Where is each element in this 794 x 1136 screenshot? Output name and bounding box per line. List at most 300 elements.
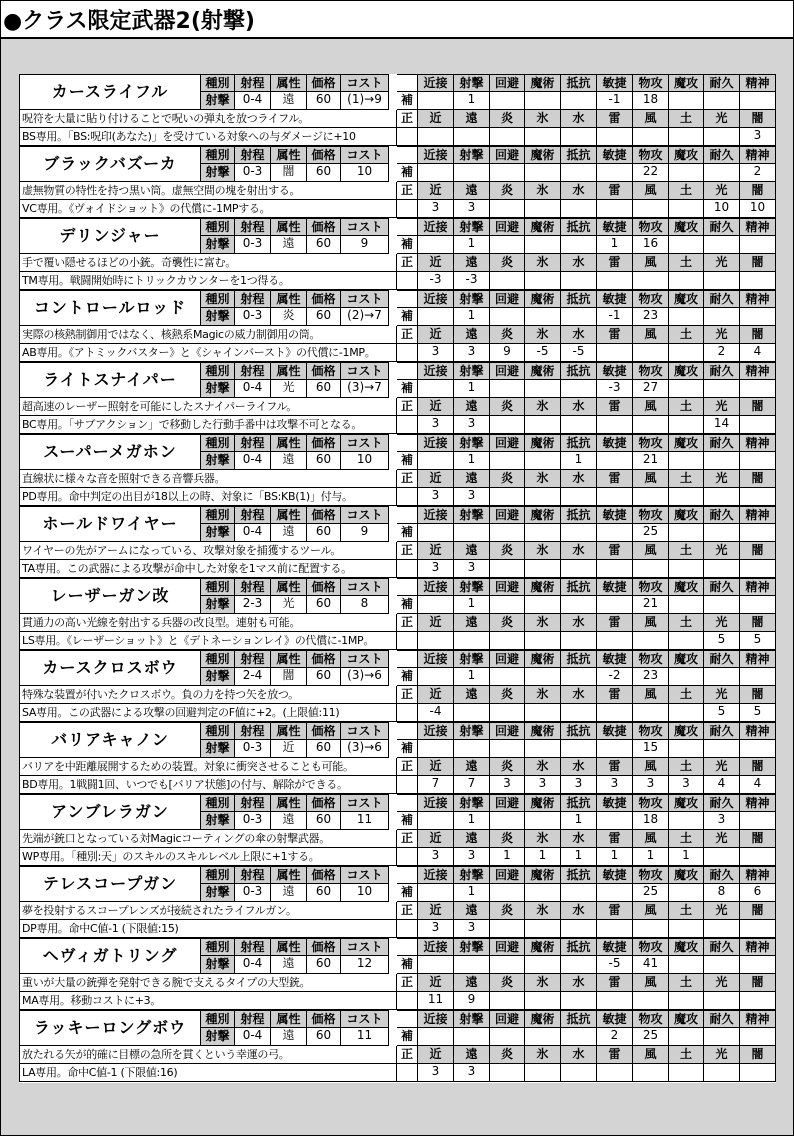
element-header-2: 炎	[490, 614, 525, 632]
resist-value	[597, 920, 633, 938]
element-header-3: 氷	[525, 326, 561, 344]
weapon-header-1: 射程	[235, 866, 271, 884]
resist-value: 3	[418, 344, 454, 362]
bonus-value	[669, 380, 704, 398]
resist-value: 3	[454, 560, 490, 578]
bonus-value	[740, 380, 776, 398]
resist-value	[525, 488, 561, 506]
element-header-7: 土	[669, 254, 704, 272]
element-header-4: 水	[561, 110, 597, 128]
resist-value	[740, 1064, 776, 1082]
stat-header-6: 物攻	[633, 1010, 669, 1028]
stat-header-3: 魔術	[525, 650, 561, 668]
weapon-restriction: BD専用。1戦闘1回、いつでも[バリア状態]の付与、解除ができる。	[19, 776, 397, 794]
element-header-5: 雷	[597, 470, 633, 488]
bonus-value: 18	[633, 812, 669, 830]
weapon-price: 60	[307, 308, 341, 326]
stat-header-1: 射撃	[454, 506, 490, 524]
weapon-attr: 遠	[271, 956, 307, 974]
resist-value	[669, 920, 704, 938]
bonus-value: 1	[454, 452, 490, 470]
element-header-8: 光	[704, 830, 740, 848]
element-header-3: 氷	[525, 542, 561, 560]
bonus-value	[704, 236, 740, 254]
resist-label: 正	[397, 398, 418, 416]
weapon-cost: 8	[341, 596, 389, 614]
weapon-header-4: コスト	[341, 1010, 389, 1028]
resist-value: 5	[704, 632, 740, 650]
weapon-restriction: WP専用。「種別:天」のスキルのスキルレベル上限に+1する。	[19, 848, 397, 866]
resist-value: 3	[669, 776, 704, 794]
resist-label: 正	[397, 830, 418, 848]
bonus-value	[740, 740, 776, 758]
stat-header-0: 近接	[418, 866, 454, 884]
weapon-header-4: コスト	[341, 578, 389, 596]
element-header-9: 闇	[740, 830, 776, 848]
bonus-label: 補	[397, 524, 418, 542]
resist-value	[561, 632, 597, 650]
bonus-value	[525, 812, 561, 830]
weapon-header-2: 属性	[271, 290, 307, 308]
bonus-value: 21	[633, 452, 669, 470]
resist-value: -3	[418, 272, 454, 290]
weapon-attr: 遠	[271, 452, 307, 470]
bonus-label: 補	[397, 884, 418, 902]
weapon-description: 夢を投射するスコープレンズが接続されたライフルガン。	[19, 902, 397, 920]
weapon-range: 2-3	[235, 596, 271, 614]
weapon-type: 射撃	[201, 1028, 235, 1046]
label-spacer	[397, 848, 418, 866]
resist-value: 4	[740, 776, 776, 794]
resist-value	[490, 704, 525, 722]
bonus-value	[669, 164, 704, 182]
bonus-value: -1	[597, 92, 633, 110]
resist-value	[740, 560, 776, 578]
resist-value: 1	[525, 848, 561, 866]
weapon-block	[19, 722, 776, 794]
weapon-header-2: 属性	[271, 74, 307, 92]
weapon-price: 60	[307, 668, 341, 686]
element-header-5: 雷	[597, 398, 633, 416]
stat-header-5: 敏捷	[597, 146, 633, 164]
stat-header-4: 抵抗	[561, 1010, 597, 1028]
resist-value: 11	[418, 992, 454, 1010]
element-header-5: 雷	[597, 686, 633, 704]
stat-header-4: 抵抗	[561, 146, 597, 164]
resist-value: 3	[454, 488, 490, 506]
stat-header-1: 射撃	[454, 146, 490, 164]
weapon-price: 60	[307, 92, 341, 110]
weapon-cost: (2)→7	[341, 308, 389, 326]
weapon-header-0: 種別	[201, 1010, 235, 1028]
element-header-1: 遠	[454, 974, 490, 992]
resist-value: 7	[454, 776, 490, 794]
weapon-header-1: 射程	[235, 434, 271, 452]
resist-value	[704, 848, 740, 866]
resist-value	[633, 272, 669, 290]
label-spacer	[397, 1064, 418, 1082]
weapon-header-3: 価格	[307, 722, 341, 740]
element-header-1: 遠	[454, 542, 490, 560]
stat-header-7: 魔攻	[669, 578, 704, 596]
weapon-cost: (3)→6	[341, 740, 389, 758]
label-spacer	[397, 650, 418, 668]
element-header-8: 光	[704, 254, 740, 272]
stat-header-5: 敏捷	[597, 866, 633, 884]
element-header-8: 光	[704, 686, 740, 704]
resist-value: 3	[597, 776, 633, 794]
bonus-value	[490, 812, 525, 830]
bonus-value	[597, 884, 633, 902]
stat-header-5: 敏捷	[597, 434, 633, 452]
element-header-3: 氷	[525, 398, 561, 416]
weapon-restriction: TM専用。戦闘開始時にトリックカウンターを1つ得る。	[19, 272, 397, 290]
weapon-name: アンブレラガン	[19, 794, 201, 830]
resist-value	[525, 272, 561, 290]
element-header-7: 土	[669, 470, 704, 488]
bonus-value	[525, 164, 561, 182]
resist-value	[561, 1064, 597, 1082]
element-header-4: 水	[561, 830, 597, 848]
stat-header-2: 回避	[490, 578, 525, 596]
resist-label: 正	[397, 902, 418, 920]
weapon-block	[19, 866, 776, 938]
element-header-6: 風	[633, 398, 669, 416]
bonus-value	[418, 236, 454, 254]
bonus-value	[490, 164, 525, 182]
stat-header-1: 射撃	[454, 866, 490, 884]
bonus-value	[418, 308, 454, 326]
label-spacer	[397, 128, 418, 146]
resist-value: 3	[454, 1064, 490, 1082]
label-spacer	[397, 416, 418, 434]
bonus-value	[669, 812, 704, 830]
element-header-8: 光	[704, 326, 740, 344]
bonus-value	[490, 452, 525, 470]
resist-value	[633, 992, 669, 1010]
bonus-label: 補	[397, 740, 418, 758]
resist-value	[525, 200, 561, 218]
weapon-type: 射撃	[201, 164, 235, 182]
weapon-name: ホールドワイヤー	[19, 506, 201, 542]
stat-header-5: 敏捷	[597, 794, 633, 812]
stat-header-8: 耐久	[704, 1010, 740, 1028]
element-header-9: 闇	[740, 470, 776, 488]
weapon-attr: 遠	[271, 524, 307, 542]
resist-value: 10	[740, 200, 776, 218]
weapon-header-4: コスト	[341, 146, 389, 164]
element-header-9: 闇	[740, 758, 776, 776]
element-header-7: 土	[669, 902, 704, 920]
weapon-cost: 10	[341, 884, 389, 902]
bonus-value: 1	[561, 452, 597, 470]
resist-value	[490, 560, 525, 578]
element-header-3: 氷	[525, 182, 561, 200]
stat-header-9: 精神	[740, 578, 776, 596]
weapon-type: 射撃	[201, 524, 235, 542]
resist-value	[418, 128, 454, 146]
stat-header-7: 魔攻	[669, 1010, 704, 1028]
bonus-value	[454, 524, 490, 542]
stat-header-1: 射撃	[454, 938, 490, 956]
bonus-value	[561, 956, 597, 974]
label-spacer	[397, 506, 418, 524]
bonus-value	[669, 452, 704, 470]
resist-value	[633, 200, 669, 218]
weapon-type: 射撃	[201, 92, 235, 110]
resist-value	[704, 488, 740, 506]
resist-value: 2	[704, 344, 740, 362]
stat-header-3: 魔術	[525, 578, 561, 596]
stat-header-0: 近接	[418, 506, 454, 524]
element-header-0: 近	[418, 182, 454, 200]
resist-value	[669, 416, 704, 434]
bonus-value: 1	[454, 92, 490, 110]
stat-header-5: 敏捷	[597, 938, 633, 956]
weapon-header-0: 種別	[201, 938, 235, 956]
resist-value	[597, 344, 633, 362]
bonus-value	[740, 812, 776, 830]
bonus-value	[418, 596, 454, 614]
stat-header-8: 耐久	[704, 794, 740, 812]
bonus-value: 25	[633, 524, 669, 542]
bonus-label: 補	[397, 596, 418, 614]
resist-value	[633, 488, 669, 506]
stat-header-5: 敏捷	[597, 722, 633, 740]
stat-header-7: 魔攻	[669, 362, 704, 380]
stat-header-9: 精神	[740, 218, 776, 236]
weapon-header-2: 属性	[271, 866, 307, 884]
resist-value	[740, 272, 776, 290]
bonus-value: 1	[454, 884, 490, 902]
stat-header-8: 耐久	[704, 434, 740, 452]
element-header-6: 風	[633, 470, 669, 488]
weapon-block	[19, 362, 776, 434]
weapon-header-0: 種別	[201, 506, 235, 524]
stat-header-2: 回避	[490, 938, 525, 956]
element-header-7: 土	[669, 614, 704, 632]
weapon-header-3: 価格	[307, 74, 341, 92]
weapon-header-1: 射程	[235, 290, 271, 308]
bonus-label: 補	[397, 668, 418, 686]
weapon-description: 貫通力の高い光線を射出する兵器の改良型。連射も可能。	[19, 614, 397, 632]
weapon-header-3: 価格	[307, 650, 341, 668]
element-header-6: 風	[633, 758, 669, 776]
stat-header-9: 精神	[740, 722, 776, 740]
resist-value	[633, 416, 669, 434]
weapon-header-4: コスト	[341, 218, 389, 236]
resist-value: 3	[418, 1064, 454, 1082]
resist-value	[597, 200, 633, 218]
bonus-value: -5	[597, 956, 633, 974]
bonus-value	[490, 884, 525, 902]
stat-header-4: 抵抗	[561, 794, 597, 812]
stat-header-2: 回避	[490, 74, 525, 92]
bonus-value	[418, 1028, 454, 1046]
resist-value	[490, 920, 525, 938]
bonus-value: 15	[633, 740, 669, 758]
stat-header-3: 魔術	[525, 938, 561, 956]
resist-value	[704, 272, 740, 290]
stat-header-6: 物攻	[633, 74, 669, 92]
element-header-0: 近	[418, 470, 454, 488]
weapon-name: カースライフル	[19, 74, 201, 110]
stat-header-0: 近接	[418, 938, 454, 956]
resist-value: -5	[561, 344, 597, 362]
weapon-range: 0-3	[235, 884, 271, 902]
weapon-header-1: 射程	[235, 938, 271, 956]
element-header-0: 近	[418, 110, 454, 128]
bonus-value	[669, 668, 704, 686]
weapon-range: 0-4	[235, 452, 271, 470]
stat-header-6: 物攻	[633, 506, 669, 524]
element-header-7: 土	[669, 110, 704, 128]
weapon-price: 60	[307, 524, 341, 542]
element-header-6: 風	[633, 182, 669, 200]
weapon-restriction: LS専用。《レーザーショット》と《デトネーションレイ》の代償に-1MP。	[19, 632, 397, 650]
element-header-5: 雷	[597, 758, 633, 776]
element-header-9: 闇	[740, 326, 776, 344]
resist-value: 3	[418, 560, 454, 578]
bonus-value	[525, 380, 561, 398]
resist-value	[669, 200, 704, 218]
element-header-8: 光	[704, 182, 740, 200]
resist-value	[454, 632, 490, 650]
weapon-header-3: 価格	[307, 290, 341, 308]
label-spacer	[397, 938, 418, 956]
element-header-1: 遠	[454, 614, 490, 632]
element-header-2: 炎	[490, 470, 525, 488]
weapon-cost: 12	[341, 956, 389, 974]
weapon-price: 60	[307, 884, 341, 902]
element-header-2: 炎	[490, 542, 525, 560]
resist-value	[633, 128, 669, 146]
element-header-6: 風	[633, 902, 669, 920]
label-spacer	[397, 794, 418, 812]
weapon-name: ヘヴィガトリング	[19, 938, 201, 974]
bonus-value	[669, 308, 704, 326]
weapon-header-2: 属性	[271, 1010, 307, 1028]
weapon-header-3: 価格	[307, 146, 341, 164]
weapon-header-4: コスト	[341, 434, 389, 452]
resist-value	[669, 632, 704, 650]
weapon-header-1: 射程	[235, 362, 271, 380]
stat-header-5: 敏捷	[597, 506, 633, 524]
weapon-block	[19, 74, 776, 146]
element-header-3: 氷	[525, 686, 561, 704]
bonus-value	[525, 236, 561, 254]
weapon-header-3: 価格	[307, 218, 341, 236]
weapon-description: 先端が銃口となっている対Magicコーティングの傘の射撃武器。	[19, 830, 397, 848]
weapon-range: 0-4	[235, 1028, 271, 1046]
bonus-value: 23	[633, 668, 669, 686]
resist-value: 5	[740, 632, 776, 650]
element-header-6: 風	[633, 1046, 669, 1064]
stat-header-9: 精神	[740, 938, 776, 956]
weapon-name: レーザーガン改	[19, 578, 201, 614]
label-spacer	[397, 290, 418, 308]
resist-value	[561, 416, 597, 434]
stat-header-2: 回避	[490, 506, 525, 524]
stat-header-8: 耐久	[704, 74, 740, 92]
element-header-5: 雷	[597, 182, 633, 200]
element-header-3: 氷	[525, 470, 561, 488]
stat-header-7: 魔攻	[669, 866, 704, 884]
weapon-header-2: 属性	[271, 722, 307, 740]
element-header-1: 遠	[454, 398, 490, 416]
stat-header-4: 抵抗	[561, 938, 597, 956]
bonus-value: 1	[561, 812, 597, 830]
element-header-0: 近	[418, 758, 454, 776]
bonus-value	[704, 596, 740, 614]
resist-value	[704, 920, 740, 938]
weapon-type: 射撃	[201, 812, 235, 830]
resist-value: 3	[561, 776, 597, 794]
resist-value	[740, 416, 776, 434]
bonus-value	[418, 884, 454, 902]
resist-value: 1	[669, 848, 704, 866]
stat-header-6: 物攻	[633, 722, 669, 740]
weapon-header-0: 種別	[201, 866, 235, 884]
stat-header-7: 魔攻	[669, 794, 704, 812]
bonus-value	[669, 524, 704, 542]
element-header-0: 近	[418, 686, 454, 704]
bonus-value	[525, 308, 561, 326]
resist-value	[561, 704, 597, 722]
bonus-value	[561, 668, 597, 686]
stat-header-0: 近接	[418, 74, 454, 92]
label-spacer	[397, 776, 418, 794]
element-header-8: 光	[704, 614, 740, 632]
stat-header-8: 耐久	[704, 722, 740, 740]
resist-value	[525, 704, 561, 722]
bonus-value: 16	[633, 236, 669, 254]
weapon-description: 超高速のレーザー照射を可能にしたスナイパーライフル。	[19, 398, 397, 416]
element-header-9: 闇	[740, 398, 776, 416]
weapon-header-4: コスト	[341, 938, 389, 956]
stat-header-6: 物攻	[633, 362, 669, 380]
element-header-2: 炎	[490, 110, 525, 128]
resist-value	[561, 488, 597, 506]
stat-header-1: 射撃	[454, 290, 490, 308]
resist-value: -4	[418, 704, 454, 722]
weapon-header-3: 価格	[307, 938, 341, 956]
stat-header-9: 精神	[740, 434, 776, 452]
element-header-1: 遠	[454, 830, 490, 848]
weapon-header-2: 属性	[271, 506, 307, 524]
element-header-9: 闇	[740, 902, 776, 920]
element-header-3: 氷	[525, 830, 561, 848]
bonus-value	[561, 884, 597, 902]
stat-header-0: 近接	[418, 434, 454, 452]
bonus-value	[740, 596, 776, 614]
element-header-0: 近	[418, 614, 454, 632]
bonus-value	[418, 452, 454, 470]
weapon-range: 0-4	[235, 524, 271, 542]
weapon-attr: 光	[271, 380, 307, 398]
weapon-type: 射撃	[201, 956, 235, 974]
weapon-type: 射撃	[201, 740, 235, 758]
resist-value	[633, 704, 669, 722]
weapon-header-0: 種別	[201, 650, 235, 668]
element-header-4: 水	[561, 398, 597, 416]
stat-header-2: 回避	[490, 218, 525, 236]
bonus-value: 6	[740, 884, 776, 902]
bonus-value: 3	[704, 812, 740, 830]
bonus-value	[597, 740, 633, 758]
stat-header-1: 射撃	[454, 722, 490, 740]
label-spacer	[397, 200, 418, 218]
